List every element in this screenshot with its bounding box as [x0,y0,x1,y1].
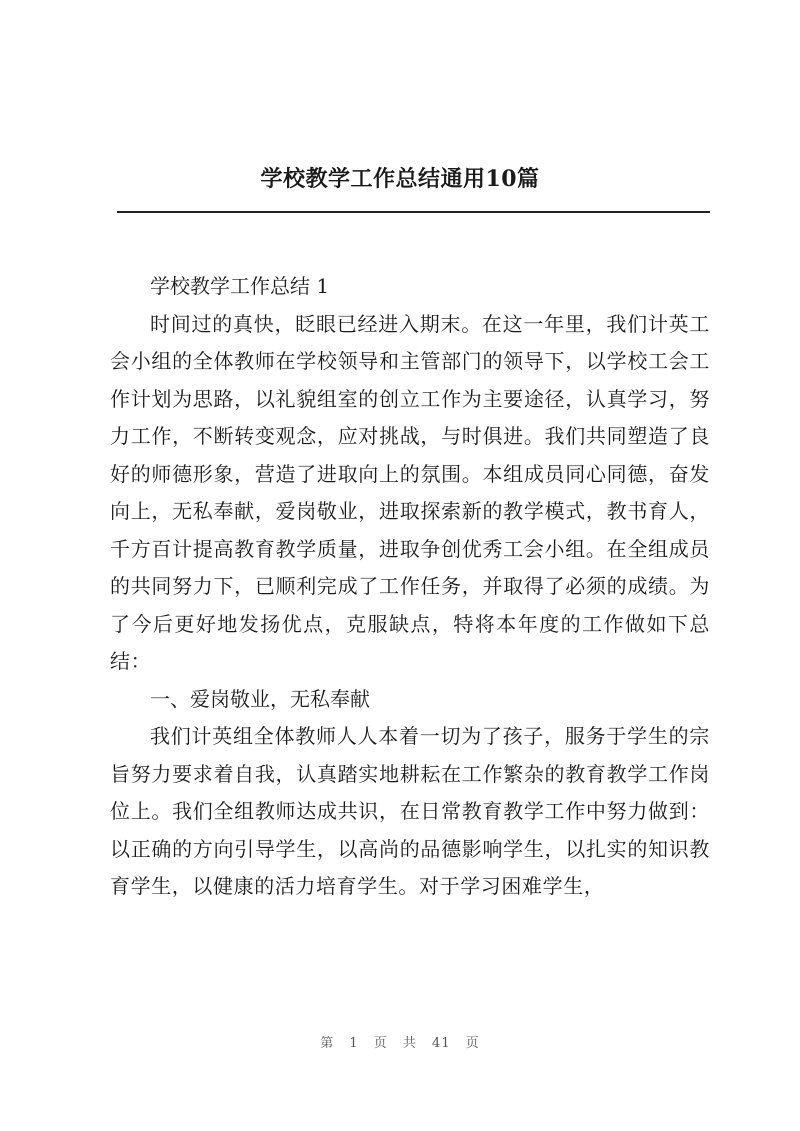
document-title: 学校教学工作总结通用10篇 [260,166,540,192]
page-number-footer: 第 1 页 共 41 页 [320,1036,480,1051]
section-heading: 学校教学工作总结 1 [150,274,330,298]
title-underline-rule [117,211,710,213]
body-paragraph-2: 我们计英组全体教师人人本着一切为了孩子，服务于学生的宗旨努力要求着自我，认真踏实地耕耘在工作繁杂的教育教学工作岗位上。我们全组教师达成共识，在日常教育教学工作中努力做到：以正确的方向引导学生，以高尚的品德影响学生，以扎实的知识教育学生，以健康的活力培育学生。对于学习困难学生， [110,724,710,898]
subheading: 一、爱岗敬业，无私奉献 [150,686,370,711]
document-body [110,268,710,906]
body-paragraph-1: 时间过的真快，眨眼已经进入期末。在这一年里，我们计英工会小组的全体教师在学校领导和主管部门的领导下，以学校工会工作计划为思路，以礼貌组室的创立工作为主要途径，认真学习，努力工作，不断转变观念，应对挑战，与时俱进。我们共同塑造了良好的师德形象，营造了进取向上的氛围。本组成员同心同德，奋发向上，无私奉献，爱岗敬业，进取探索新的教学模式，教书育人，千方百计提高教育教学质量，进取争创优秀工会小组。在全组成员的共同努力下，已顺利完成了工作任务，并取得了必须的成绩。为了今后更好地发扬优点，克服缺点，特将本年度的工作做如下总结： [110,311,710,673]
